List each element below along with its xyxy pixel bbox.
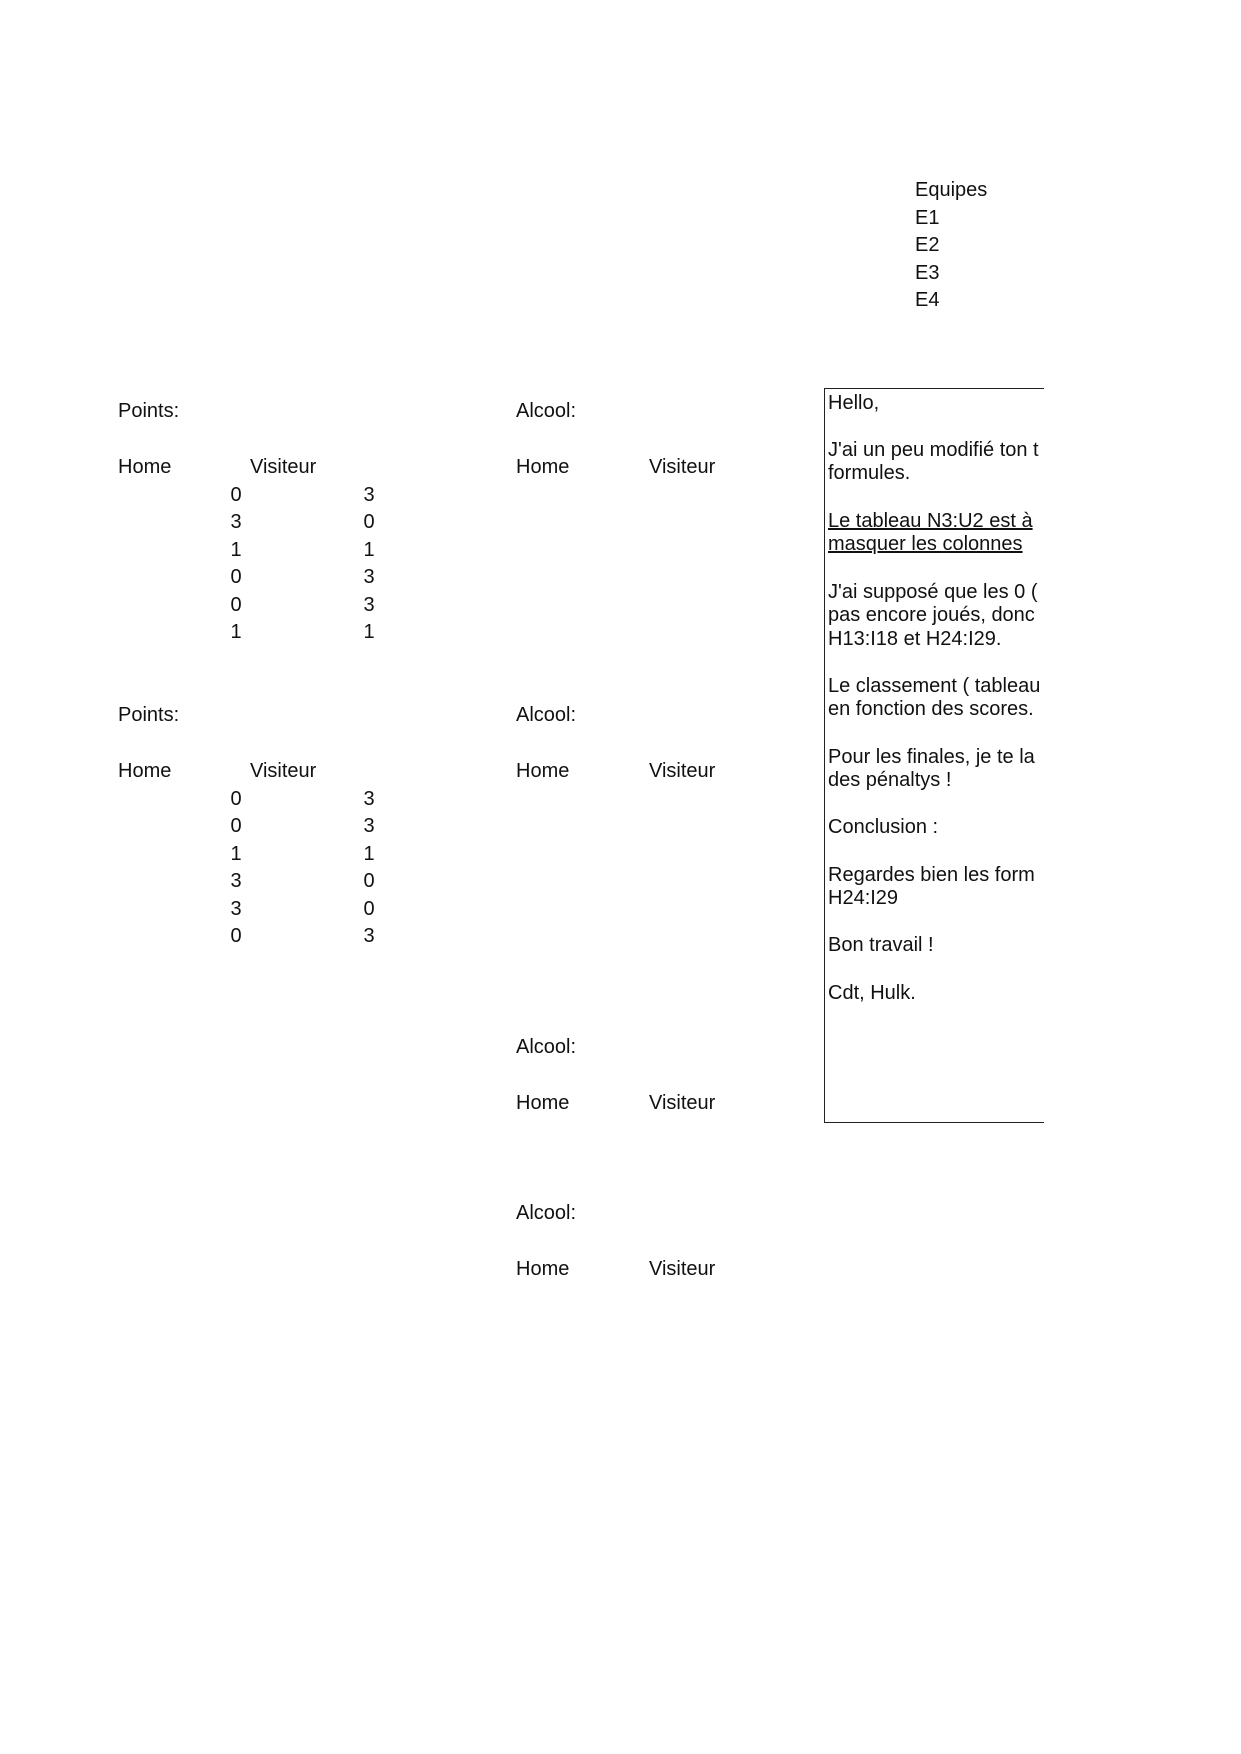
note-line: H24:I29 [828, 887, 899, 909]
note-line: pas encore joués, donc [828, 604, 1035, 626]
team-item: E2 [915, 234, 940, 256]
visitor-score: 1 [363, 621, 375, 643]
visitor-score: 3 [363, 788, 375, 810]
alcool-title: Alcool: [516, 1036, 577, 1058]
home-score: 1 [230, 843, 242, 865]
visitor-score: 0 [363, 898, 375, 920]
note-line: J'ai un peu modifié ton t [828, 439, 1039, 461]
note-line: Le classement ( tableau [828, 675, 1041, 697]
visitor-score: 1 [363, 843, 375, 865]
home-column-header: Home [118, 456, 172, 478]
note-line: Pour les finales, je te la [828, 746, 1035, 768]
home-column-header: Home [516, 1092, 570, 1114]
home-column-header: Home [516, 456, 570, 478]
visitor-score: 1 [363, 539, 375, 561]
visitor-column-header: Visiteur [250, 456, 317, 478]
note-line: J'ai supposé que les 0 ( [828, 581, 1038, 603]
home-score: 1 [230, 621, 242, 643]
visitor-score: 0 [363, 870, 375, 892]
home-score: 0 [230, 566, 242, 588]
note-line: Le tableau N3:U2 est à [828, 510, 1033, 532]
note-line: en fonction des scores. [828, 698, 1034, 720]
visitor-score: 3 [363, 484, 375, 506]
home-score: 3 [230, 898, 242, 920]
home-score: 0 [230, 594, 242, 616]
home-score: 0 [230, 815, 242, 837]
note-line: Regardes bien les form [828, 864, 1035, 886]
visitor-column-header: Visiteur [649, 1258, 716, 1280]
visitor-column-header: Visiteur [649, 760, 716, 782]
home-column-header: Home [516, 1258, 570, 1280]
home-score: 3 [230, 870, 242, 892]
comment-note [824, 388, 1044, 1123]
home-score: 3 [230, 511, 242, 533]
note-line: Hello, [828, 392, 880, 414]
visitor-column-header: Visiteur [250, 760, 317, 782]
visitor-score: 3 [363, 566, 375, 588]
points-title: Points: [118, 400, 180, 422]
home-score: 0 [230, 788, 242, 810]
team-item: E3 [915, 262, 940, 284]
alcool-title: Alcool: [516, 1202, 577, 1224]
team-item: E1 [915, 207, 940, 229]
alcool-title: Alcool: [516, 704, 577, 726]
note-line: formules. [828, 462, 911, 484]
note-line: H13:I18 et H24:I29. [828, 628, 1002, 650]
visitor-score: 3 [363, 815, 375, 837]
visitor-column-header: Visiteur [649, 456, 716, 478]
visitor-column-header: Visiteur [649, 1092, 716, 1114]
home-column-header: Home [118, 760, 172, 782]
note-line: masquer les colonnes [828, 533, 1023, 555]
visitor-score: 3 [363, 594, 375, 616]
note-line: Cdt, Hulk. [828, 982, 916, 1004]
team-item: E4 [915, 289, 940, 311]
home-score: 0 [230, 925, 242, 947]
home-score: 1 [230, 539, 242, 561]
home-score: 0 [230, 484, 242, 506]
visitor-score: 0 [363, 511, 375, 533]
note-line: des pénaltys ! [828, 769, 952, 791]
home-column-header: Home [516, 760, 570, 782]
points-title: Points: [118, 704, 180, 726]
note-line: Bon travail ! [828, 934, 934, 956]
alcool-title: Alcool: [516, 400, 577, 422]
visitor-score: 3 [363, 925, 375, 947]
note-line: Conclusion : [828, 816, 939, 838]
teams-header: Equipes [915, 179, 988, 201]
